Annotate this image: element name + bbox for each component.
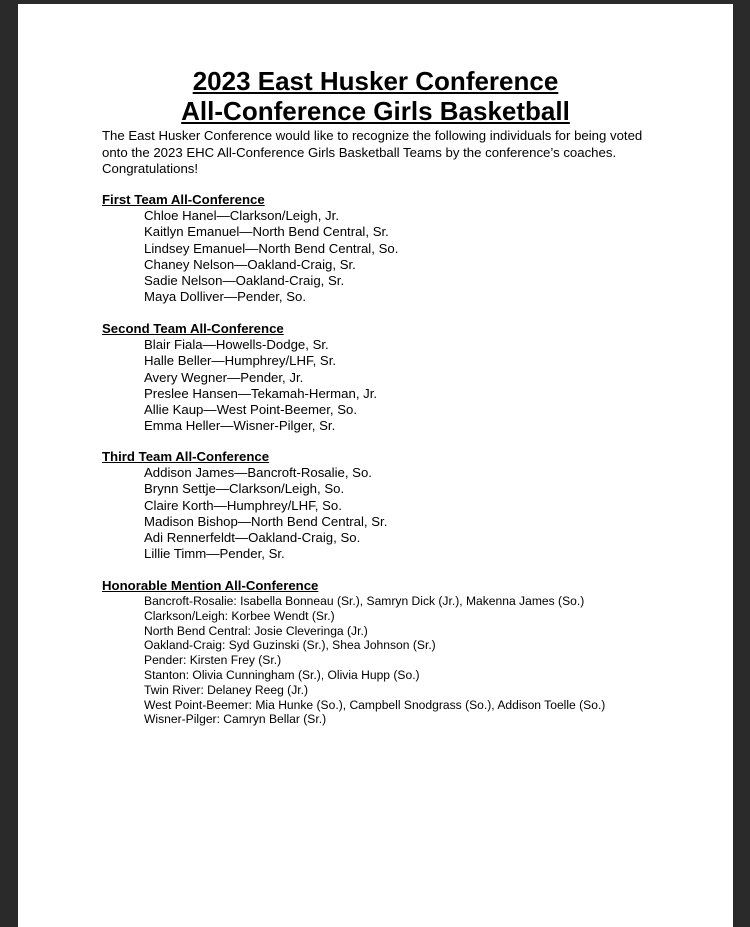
list-item: Madison Bishop—North Bend Central, Sr.: [144, 513, 388, 529]
list-item: Avery Wegner—Pender, Jr.: [144, 369, 304, 385]
list-item: Lindsey Emanuel—North Bend Central, So.: [144, 240, 399, 256]
list-item: Adi Rennerfeldt—Oakland-Craig, So.: [144, 530, 361, 546]
third-team-section: [102, 449, 387, 563]
list-item: Pender: Kirsten Frey (Sr.): [144, 653, 282, 668]
list-item: Maya Dolliver—Pender, So.: [144, 289, 306, 305]
list-item: Chaney Nelson—Oakland-Craig, Sr.: [144, 256, 356, 272]
list-item: Blair Fiala—Howells-Dodge, Sr.: [144, 337, 329, 352]
second-team-list: [102, 337, 377, 435]
first-team-list: [102, 208, 398, 306]
third-team-list: [102, 465, 387, 563]
list-item: Allie Kaup—West Point-Beemer, So.: [144, 402, 358, 418]
list-item: Clarkson/Leigh: Korbee Wendt (Sr.): [144, 608, 335, 623]
list-item: Wisner-Pilger: Camryn Bellar (Sr.): [144, 712, 327, 727]
first-team-section: [102, 192, 398, 306]
list-item: Claire Korth—Humphrey/LHF, So.: [144, 497, 342, 513]
list-item: Addison James—Bancroft-Rosalie, So.: [144, 465, 372, 480]
document-page: [18, 4, 733, 927]
list-item: Stanton: Olivia Cunningham (Sr.), Olivia Hupp (So.): [144, 667, 420, 682]
intro-paragraph: The East Husker Conference would like to recognize the following individuals for being voted onto the 2023 EHC All-Conference Girls Basketball Teams by the conference’s coaches. Congratulations!: [102, 128, 643, 176]
second-team-heading: Second Team All-Conference: [102, 321, 284, 336]
list-item: Emma Heller—Wisner-Pilger, Sr.: [144, 418, 336, 434]
first-team-heading: First Team All-Conference: [102, 192, 265, 207]
list-item: Oakland-Craig: Syd Guzinski (Sr.), Shea Johnson (Sr.): [144, 638, 436, 653]
list-item: Halle Beller—Humphrey/LHF, Sr.: [144, 353, 337, 369]
page-title: [18, 66, 733, 126]
list-item: Brynn Settje—Clarkson/Leigh, So.: [144, 481, 345, 497]
list-item: Bancroft-Rosalie: Isabella Bonneau (Sr.), Samryn Dick (Jr.), Makenna James (So.): [144, 594, 585, 608]
title-line-2: All-Conference Girls Basketball: [181, 96, 570, 126]
list-item: West Point-Beemer: Mia Hunke (So.), Campbell Snodgrass (So.), Addison Toelle (So.): [144, 697, 606, 712]
list-item: Chloe Hanel—Clarkson/Leigh, Jr.: [144, 208, 339, 223]
honorable-mention-section: [102, 578, 605, 727]
honorable-mention-heading: Honorable Mention All-Conference: [102, 578, 319, 593]
list-item: Preslee Hansen—Tekamah-Herman, Jr.: [144, 385, 378, 401]
list-item: Lillie Timm—Pender, Sr.: [144, 546, 285, 562]
list-item: Sadie Nelson—Oakland-Craig, Sr.: [144, 273, 345, 289]
list-item: North Bend Central: Josie Cleveringa (Jr.): [144, 623, 368, 638]
list-item: Kaitlyn Emanuel—North Bend Central, Sr.: [144, 224, 389, 240]
title-line-1: 2023 East Husker Conference: [192, 66, 559, 96]
list-item: Twin River: Delaney Reeg (Jr.): [144, 682, 308, 697]
third-team-heading: Third Team All-Conference: [102, 449, 270, 464]
second-team-section: [102, 321, 377, 435]
honorable-mention-list: [102, 594, 605, 727]
